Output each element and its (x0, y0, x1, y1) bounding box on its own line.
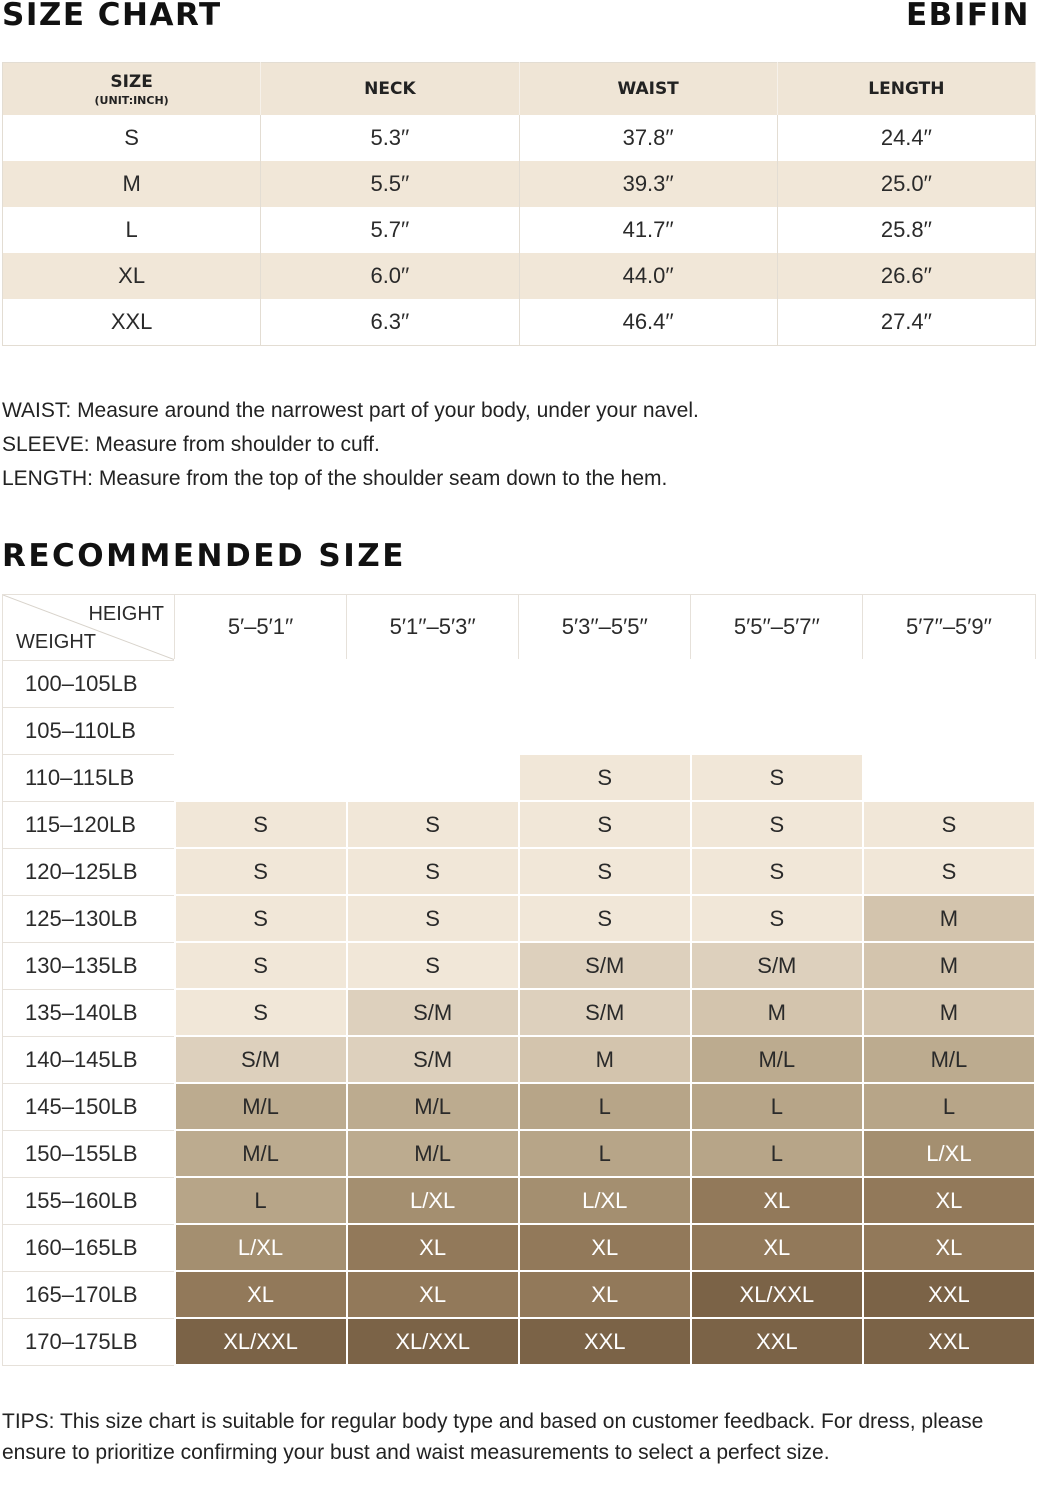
table-row (3, 707, 1036, 754)
size-recommendation-cell: M (863, 895, 1035, 942)
size-recommendation-cell: S (863, 801, 1035, 848)
table-row (3, 161, 1036, 207)
size-recommendation-cell (175, 707, 347, 754)
weight-cell: 135–140LB (3, 989, 175, 1036)
size-recommendation-cell: L/XL (519, 1177, 691, 1224)
table-row (3, 1271, 1036, 1318)
table-row (3, 801, 1036, 848)
size-recommendation-cell: XXL (691, 1318, 863, 1365)
height-header-cell: 5′7′′–5′9′′ (863, 595, 1035, 661)
size-cell: S (3, 115, 261, 161)
neck-cell: 6.0′′ (261, 253, 519, 299)
table-row (3, 1318, 1036, 1365)
size-recommendation-cell: XL (347, 1271, 519, 1318)
size-recommendation-cell: M/L (347, 1083, 519, 1130)
size-recommendation-cell: M/L (863, 1036, 1035, 1083)
size-recommendation-cell: M (691, 989, 863, 1036)
neck-cell: 5.3′′ (261, 115, 519, 161)
size-recommendation-cell: M/L (691, 1036, 863, 1083)
note-label: SLEEVE: (2, 433, 90, 456)
size-recommendation-cell (347, 660, 519, 707)
height-header-cell: 5′3′′–5′5′′ (519, 595, 691, 661)
note-text: Measure from shoulder to cuff. (89, 433, 380, 456)
size-recommendation-cell: XL (863, 1224, 1035, 1271)
weight-cell: 140–145LB (3, 1036, 175, 1083)
size-recommendation-cell: S (347, 895, 519, 942)
size-recommendation-cell: S (347, 942, 519, 989)
weight-cell: 110–115LB (3, 754, 175, 801)
size-recommendation-cell (691, 660, 863, 707)
size-recommendation-cell: XL (691, 1177, 863, 1224)
table-row (3, 1083, 1036, 1130)
size-recommendation-cell: S (175, 848, 347, 895)
size-recommendation-cell: XXL (863, 1318, 1035, 1365)
neck-cell: 6.3′′ (261, 299, 519, 346)
size-label: SIZE (110, 71, 153, 92)
height-header-cell: 5′–5′1′′ (175, 595, 347, 661)
corner-cell (3, 595, 175, 661)
column-header-neck: NECK (261, 63, 519, 116)
size-recommendation-cell: M (519, 1036, 691, 1083)
size-recommendation-cell (347, 707, 519, 754)
note-waist (2, 394, 699, 428)
table-row (3, 754, 1036, 801)
tips-note (2, 1406, 1022, 1468)
tips-text: This size chart is suitable for regular body type and based on customer feedback. For dress, please ensure to prioritize confirming your bust and waist measurements to select a perfect size. (2, 1410, 984, 1464)
weight-cell: 170–175LB (3, 1318, 175, 1365)
waist-cell: 44.0′′ (519, 253, 777, 299)
size-recommendation-cell: XL (519, 1224, 691, 1271)
size-recommendation-cell: L/XL (175, 1224, 347, 1271)
height-header-row (3, 595, 1036, 661)
size-recommendation-cell: L (863, 1083, 1035, 1130)
size-recommendation-cell (691, 707, 863, 754)
weight-axis-label: WEIGHT (16, 630, 96, 653)
size-recommendation-cell: XXL (519, 1318, 691, 1365)
note-label: LENGTH: (2, 467, 94, 490)
size-recommendation-cell (175, 660, 347, 707)
note-label: WAIST: (2, 399, 72, 422)
height-header-cell: 5′5′′–5′7′′ (691, 595, 863, 661)
size-recommendation-cell: S (691, 848, 863, 895)
size-recommendation-cell (347, 754, 519, 801)
size-recommendation-cell: L/XL (863, 1130, 1035, 1177)
size-recommendation-cell: S (519, 848, 691, 895)
size-recommendation-cell: XL/XXL (691, 1271, 863, 1318)
size-recommendation-cell: L (519, 1083, 691, 1130)
size-recommendation-cell: L (691, 1083, 863, 1130)
size-recommendation-cell (863, 707, 1035, 754)
waist-cell: 37.8′′ (519, 115, 777, 161)
table-row (3, 207, 1036, 253)
length-cell: 25.8′′ (777, 207, 1035, 253)
size-cell: L (3, 207, 261, 253)
height-axis-label: HEIGHT (88, 603, 164, 625)
size-table-header (3, 63, 1036, 116)
table-row (3, 660, 1036, 707)
weight-cell: 150–155LB (3, 1130, 175, 1177)
unit-label: (UNIT:INCH) (94, 93, 169, 107)
weight-cell: 165–170LB (3, 1271, 175, 1318)
size-recommendation-cell: S (691, 754, 863, 801)
size-recommendation-cell: S (347, 801, 519, 848)
table-row (3, 115, 1036, 161)
length-cell: 26.6′′ (777, 253, 1035, 299)
size-recommendation-cell: S (691, 895, 863, 942)
measurement-notes (2, 394, 699, 496)
size-recommendation-cell: M (863, 942, 1035, 989)
table-row (3, 253, 1036, 299)
size-recommendation-cell: S (347, 848, 519, 895)
note-length (2, 462, 699, 496)
size-cell: XL (3, 253, 261, 299)
size-recommendation-cell: S (691, 801, 863, 848)
size-recommendation-cell: S/M (347, 989, 519, 1036)
table-row (3, 848, 1036, 895)
note-sleeve (2, 428, 699, 462)
size-recommendation-cell: XL (175, 1271, 347, 1318)
recommended-size-title: RECOMMENDED SIZE (2, 538, 406, 574)
tips-label: TIPS: (2, 1410, 55, 1433)
size-recommendation-cell: S (175, 942, 347, 989)
size-recommendation-cell: XL (519, 1271, 691, 1318)
size-cell: XXL (3, 299, 261, 346)
size-recommendation-cell: S (519, 895, 691, 942)
weight-cell: 155–160LB (3, 1177, 175, 1224)
size-recommendation-cell: XL (863, 1177, 1035, 1224)
weight-cell: 160–165LB (3, 1224, 175, 1271)
size-recommendation-cell: L/XL (347, 1177, 519, 1224)
waist-cell: 39.3′′ (519, 161, 777, 207)
neck-cell: 5.7′′ (261, 207, 519, 253)
weight-cell: 100–105LB (3, 660, 175, 707)
length-cell: 27.4′′ (777, 299, 1035, 346)
size-chart-table (2, 62, 1036, 346)
brand-logo: EBIFIN (906, 0, 1030, 33)
table-row (3, 989, 1036, 1036)
waist-cell: 46.4′′ (519, 299, 777, 346)
page-title: SIZE CHART (2, 0, 222, 33)
size-recommendation-cell: S/M (519, 942, 691, 989)
table-row (3, 1036, 1036, 1083)
size-recommendation-cell: S (175, 801, 347, 848)
size-recommendation-cell: L (691, 1130, 863, 1177)
neck-cell: 5.5′′ (261, 161, 519, 207)
note-text: Measure around the narrowest part of your body, under your navel. (71, 399, 699, 422)
size-recommendation-cell: XL/XXL (175, 1318, 347, 1365)
size-recommendation-cell: S (175, 895, 347, 942)
size-recommendation-cell: XXL (863, 1271, 1035, 1318)
table-row (3, 1224, 1036, 1271)
size-recommendation-cell: M (863, 989, 1035, 1036)
height-header-cell: 5′1′′–5′3′′ (347, 595, 519, 661)
weight-cell: 125–130LB (3, 895, 175, 942)
column-header-waist: WAIST (519, 63, 777, 116)
weight-cell: 130–135LB (3, 942, 175, 989)
size-recommendation-cell: S (519, 801, 691, 848)
size-recommendation-cell (175, 754, 347, 801)
size-recommendation-cell: S (519, 754, 691, 801)
table-row (3, 942, 1036, 989)
size-recommendation-cell: S/M (175, 1036, 347, 1083)
size-recommendation-cell: XL (691, 1224, 863, 1271)
size-recommendation-cell: M/L (175, 1130, 347, 1177)
note-text: Measure from the top of the shoulder seam down to the hem. (93, 467, 668, 490)
size-recommendation-cell: S/M (519, 989, 691, 1036)
size-recommendation-cell: S (863, 848, 1035, 895)
size-recommendation-cell: L (175, 1177, 347, 1224)
size-recommendation-cell: S (175, 989, 347, 1036)
column-header-length: LENGTH (777, 63, 1035, 116)
length-cell: 24.4′′ (777, 115, 1035, 161)
size-recommendation-cell (863, 660, 1035, 707)
size-recommendation-cell: S/M (347, 1036, 519, 1083)
weight-cell: 105–110LB (3, 707, 175, 754)
size-recommendation-cell: XL (347, 1224, 519, 1271)
weight-cell: 120–125LB (3, 848, 175, 895)
table-row (3, 299, 1036, 346)
size-recommendation-cell: M/L (175, 1083, 347, 1130)
size-recommendation-cell: XL/XXL (347, 1318, 519, 1365)
weight-cell: 115–120LB (3, 801, 175, 848)
column-header-size (3, 63, 261, 116)
size-cell: M (3, 161, 261, 207)
table-row (3, 1177, 1036, 1224)
recommended-size-table (2, 594, 1036, 1366)
waist-cell: 41.7′′ (519, 207, 777, 253)
size-recommendation-cell (519, 660, 691, 707)
size-recommendation-cell: L (519, 1130, 691, 1177)
table-row (3, 1130, 1036, 1177)
table-row (3, 895, 1036, 942)
size-recommendation-cell: M/L (347, 1130, 519, 1177)
size-recommendation-cell (519, 707, 691, 754)
length-cell: 25.0′′ (777, 161, 1035, 207)
weight-cell: 145–150LB (3, 1083, 175, 1130)
size-recommendation-cell: S/M (691, 942, 863, 989)
size-recommendation-cell (863, 754, 1035, 801)
